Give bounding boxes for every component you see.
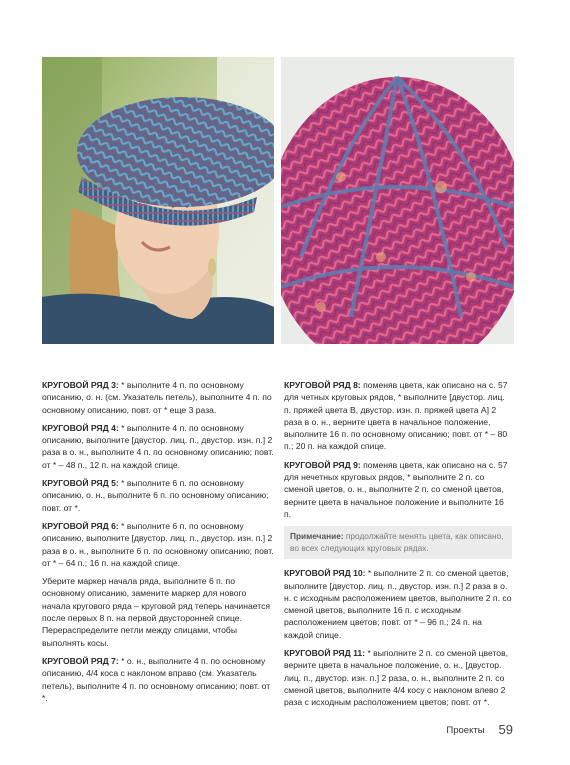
round-11-paragraph bbox=[284, 647, 512, 708]
right-text-column bbox=[284, 379, 512, 715]
round-4-label: КРУГОВОЙ РЯД 4: bbox=[42, 422, 119, 433]
round-8-label: КРУГОВОЙ РЯД 8: bbox=[284, 380, 361, 390]
photo-hat-closeup bbox=[281, 57, 514, 344]
note-label: Примечание: bbox=[290, 531, 344, 542]
round-3-label: КРУГОВОЙ РЯД 3: bbox=[42, 380, 119, 390]
round-6-text: * выполните 6 п. по основному описанию, выполните [двустор. лиц. п., двустор. изн. п.] 2 раза в о. н., выполните 6 п. по основному описанию; повт. от * – 64 п.; 16 п. на каждой спице. bbox=[42, 520, 274, 568]
round-11-label: КРУГОВОЙ РЯД 11: bbox=[284, 648, 366, 659]
round-9-label: КРУГОВОЙ РЯД 9: bbox=[284, 459, 361, 470]
round-4-paragraph bbox=[42, 422, 274, 471]
round-3-paragraph bbox=[42, 379, 274, 416]
marker-instruction-paragraph bbox=[42, 575, 274, 649]
left-text-column bbox=[42, 379, 274, 710]
round-5-label: КРУГОВОЙ РЯД 5: bbox=[42, 478, 119, 489]
round-10-label: КРУГОВОЙ РЯД 10: bbox=[284, 568, 366, 579]
round-5-text: * выполните 6 п. по основному описанию, о. н., выполните 6 п. по основному описанию; повт. от *. bbox=[42, 478, 269, 513]
page-number: 59 bbox=[498, 722, 513, 737]
footer-section-title: Проекты bbox=[446, 725, 485, 736]
round-10-text: * выполните 2 п. со сменой цветов, выполните [двустор. лиц. п., двустор. изн. п.] 2 раза в о. н. с исходным расположением цветов, выполните 2 п. со сменой цветов, выполните 16 п. с исходным расположением цветов; повт. от * – 96 п.; 24 п. на каждой спице. bbox=[284, 568, 512, 640]
round-9-text: поменяв цвета, как описано на с. 57 для нечетных круговых рядов, * выполните 2 п. со сменой цветов, о. н., выполните 2 п. со сменой цветов, верните цвета в начальное положение и выполните 16 п. bbox=[284, 459, 508, 519]
round-10-paragraph bbox=[284, 567, 512, 641]
note-text: продолжайте менять цвета, как описано, во всех следующих круговых рядах. bbox=[290, 531, 504, 554]
round-4-text: * выполните 4 п. по основному описанию, выполните [двустор. лиц. п., двустор. изн. п.] 2 раза в о. н., выполните 4 п. по основному описанию; повт. от * – 48 п., 12 п. на каждой спице. bbox=[42, 422, 274, 470]
round-7-label: КРУГОВОЙ РЯД 7: bbox=[42, 655, 119, 666]
round-6-label: КРУГОВОЙ РЯД 6: bbox=[42, 520, 119, 531]
round-8-paragraph bbox=[284, 379, 512, 453]
round-8-text: поменяв цвета, как описано на с. 57 для четных круговых рядов, * выполните [двустор. лиц. п. пряжей цвета B, двустор. изн. п. пряжей цвета A] 2 раза в о. н., верните цвета в начальное положение, выполните 16 п. по основному описанию; повт. от * – 80 п.; 20 п. на каждой спице. bbox=[284, 380, 508, 452]
round-3-text: * выполните 4 п. по основному описанию, о. н. (см. Указатель петель), выполните 4 п. по основному описанию, повт. от * еще 3 раза. bbox=[42, 380, 272, 415]
round-6-paragraph bbox=[42, 520, 274, 569]
round-7-text: * о. н., выполните 4 п. по основному описанию, 4/4 коса с наклоном вправо (см. Указатель петель), выполните 4 п. по основному описанию; повт. от *. bbox=[42, 655, 271, 703]
round-9-paragraph bbox=[284, 459, 512, 520]
marker-instruction-text: Уберите маркер начала ряда, выполните 6 п. по основному описанию, замените маркер для нового начала кругового ряда – круговой ряд теперь начинается после первых 8 п. на первой двусторонней спице. Перераспределите петли между спицами, чтобы выполнять косы. bbox=[42, 576, 271, 648]
round-7-paragraph bbox=[42, 655, 274, 704]
photo-woman-beret bbox=[42, 57, 274, 344]
note-box bbox=[284, 526, 512, 559]
round-5-paragraph bbox=[42, 477, 274, 514]
round-11-text: * выполните 2 п. со сменой цветов, верните цвета в начальное положение, о. н., [двустор. лиц. п., двустор. изн. п.] 2 раза, о. н., выполните 2 п. со сменой цветов, выполните 4/4 косу с наклоном влево 2 раза с исходным расположением цветов; повт. от *. bbox=[284, 648, 509, 708]
page-footer bbox=[446, 722, 513, 737]
